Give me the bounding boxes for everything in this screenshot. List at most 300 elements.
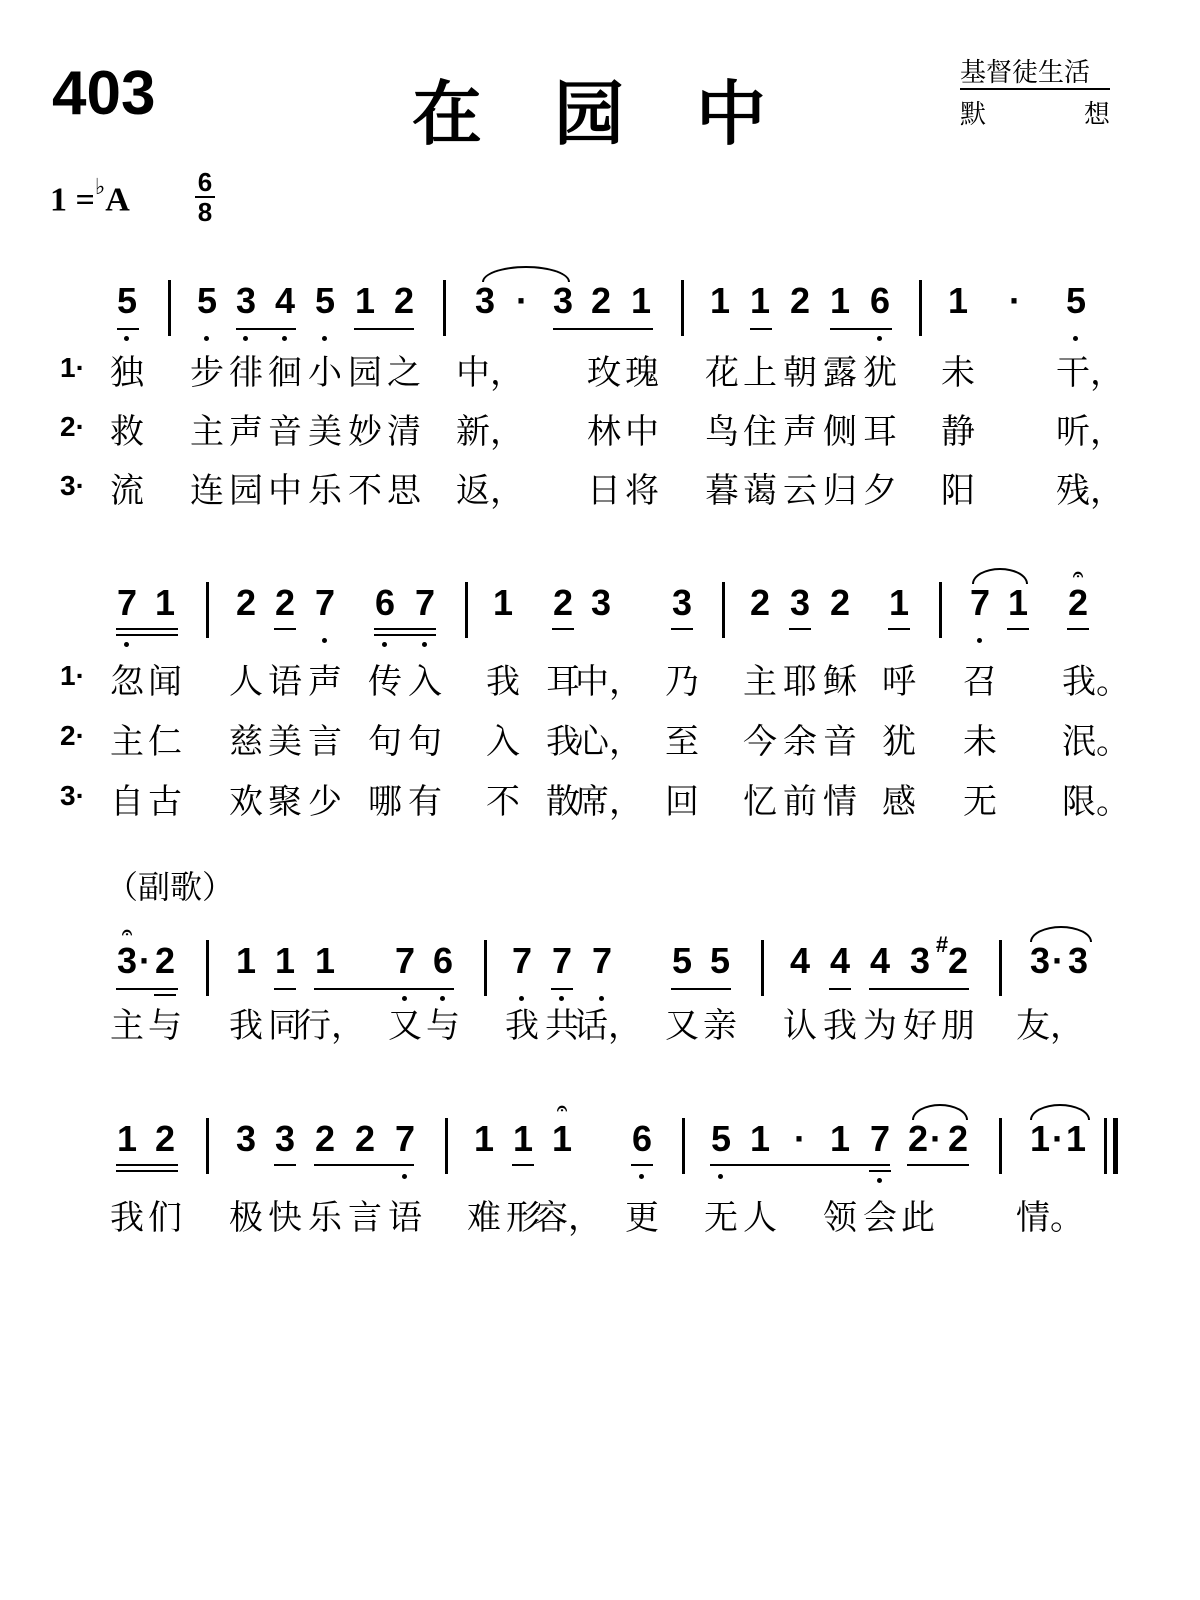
note: 1 — [354, 280, 376, 321]
note: 4 — [869, 940, 891, 981]
note: 2 — [829, 582, 851, 623]
lyric-syllable: 今 — [743, 722, 777, 762]
verse-number: 1· — [60, 352, 85, 383]
barline — [681, 280, 684, 336]
lyric-syllable: 林 — [587, 412, 621, 452]
key-prefix: 1 = — [50, 181, 95, 219]
lyric-syllable: 思 — [387, 471, 421, 511]
lyric-syllable: 仁 — [148, 722, 182, 762]
lyric-syllable: 散 — [546, 782, 580, 822]
lower-octave-dot — [124, 336, 129, 341]
underline — [671, 628, 693, 630]
lyric-syllable: 哪 — [368, 782, 402, 822]
lyric-syllable: 无 — [704, 1198, 738, 1238]
lyric-syllable: 我 — [823, 1006, 857, 1046]
underline — [274, 988, 296, 990]
lyric-syllable: 好 — [903, 1006, 937, 1046]
barline — [206, 1118, 209, 1174]
key-note: A — [105, 181, 130, 219]
note: 2 — [274, 582, 296, 623]
note: 3 — [789, 582, 811, 623]
barline — [722, 582, 725, 638]
lyric-syllable: 小 — [308, 353, 342, 393]
lyric-syllable: 住 — [743, 412, 777, 452]
lower-octave-dot — [382, 642, 387, 647]
lyric-syllable: 云 — [783, 471, 817, 511]
barline — [999, 1118, 1002, 1174]
time-signature — [194, 168, 216, 226]
lower-octave-dot — [422, 642, 427, 647]
note: 5 — [710, 1118, 732, 1159]
lyric-syllable: 未 — [963, 722, 997, 762]
lyric-syllable: 更 — [625, 1198, 659, 1238]
note: 1 — [274, 940, 296, 981]
lyric-syllable: 将 — [625, 471, 659, 511]
underline — [552, 628, 574, 630]
note: 6 — [869, 280, 891, 321]
lyric-syllable: 快 — [268, 1198, 302, 1238]
lyric-syllable: 同 — [268, 1006, 302, 1046]
flat-sign: ♭ — [94, 174, 106, 199]
lyric-syllable: 席， — [575, 782, 643, 822]
note: 7 — [394, 1118, 416, 1159]
note: 7 — [511, 940, 533, 981]
note: 3 — [1067, 940, 1089, 981]
lyric-syllable: 又 — [388, 1006, 422, 1046]
lyric-syllable: 领 — [823, 1198, 857, 1238]
underline — [671, 988, 731, 990]
lyric-syllable: 声 — [783, 412, 817, 452]
lyric-syllable: 主 — [110, 1006, 144, 1046]
note: 7 — [394, 940, 416, 981]
lyric-syllable: 日 — [587, 471, 621, 511]
note: 7 — [969, 582, 991, 623]
verse-number: 2· — [60, 411, 85, 442]
note: 2 — [947, 1118, 969, 1159]
lyric-syllable: 瑰 — [625, 353, 659, 393]
lyric-syllable: 句 — [408, 722, 442, 762]
lyric-syllable: 至 — [665, 722, 699, 762]
dot: · — [139, 940, 151, 981]
underline — [551, 988, 573, 990]
lyric-syllable: 音 — [268, 412, 302, 452]
lyric-syllable: 古 — [148, 782, 182, 822]
lyric-syllable: 徘 — [229, 353, 263, 393]
lyric-syllable: 友， — [1016, 1006, 1084, 1046]
dot: · — [930, 1118, 942, 1159]
note: 1 — [749, 1118, 771, 1159]
lyric-syllable: 步 — [190, 353, 224, 393]
barline — [443, 280, 446, 336]
note: 3 — [116, 940, 138, 981]
note: 1 — [1007, 582, 1029, 623]
lyric-syllable: 忽 — [110, 662, 144, 702]
lyric-syllable: 无 — [963, 782, 997, 822]
dot: · — [516, 280, 528, 321]
lyric-syllable: 极 — [229, 1198, 263, 1238]
note: 1 — [551, 1118, 573, 1159]
hymn-category: 基督徒生活 — [960, 58, 1110, 90]
lyric-syllable: 为 — [863, 1006, 897, 1046]
lyric-syllable: 犹 — [863, 353, 897, 393]
lyric-syllable: 自 — [110, 782, 144, 822]
underline — [830, 328, 892, 330]
barline — [445, 1118, 448, 1174]
note: 3 — [671, 582, 693, 623]
dot: · — [1052, 1118, 1064, 1159]
underline — [512, 1164, 534, 1166]
hymn-topic — [960, 94, 1110, 131]
verse-number: 1· — [60, 660, 85, 691]
note: 1 — [829, 1118, 851, 1159]
lyric-syllable: 与 — [426, 1006, 460, 1046]
lyric-syllable: 与 — [148, 1006, 182, 1046]
lyric-syllable: 入 — [486, 722, 520, 762]
topic-char: 默 — [960, 100, 987, 130]
lyric-syllable: 入 — [408, 662, 442, 702]
lyric-syllable: 少 — [308, 782, 342, 822]
lyric-syllable: 共 — [545, 1006, 579, 1046]
note: 2 — [314, 1118, 336, 1159]
lyric-syllable: 之 — [387, 353, 421, 393]
lyric-syllable: 我 — [486, 662, 520, 702]
barline — [761, 940, 764, 996]
note: 7 — [591, 940, 613, 981]
lower-octave-dot — [322, 336, 327, 341]
lyric-syllable: 中， — [575, 662, 643, 702]
lyric-syllable: 声 — [308, 662, 342, 702]
lyric-syllable: 我 — [546, 722, 580, 762]
lyric-syllable: 聚 — [268, 782, 302, 822]
tie — [912, 1104, 968, 1120]
note: 2 — [749, 582, 771, 623]
system-1-notes — [0, 280, 1200, 350]
barline — [465, 582, 468, 638]
lyric-syllable: 人 — [743, 1198, 777, 1238]
final-barline-thick — [1113, 1118, 1118, 1174]
note: 2 — [907, 1118, 929, 1159]
note: 1 — [235, 940, 257, 981]
lyric-syllable: 限。 — [1062, 782, 1130, 822]
barline — [999, 940, 1002, 996]
key-signature — [50, 174, 130, 219]
lower-octave-dot — [718, 1174, 723, 1179]
note: 2 — [947, 940, 969, 981]
lyric-syllable: 连 — [190, 471, 224, 511]
note: 1 — [1029, 1118, 1051, 1159]
lyric-syllable: 新， — [456, 412, 524, 452]
lower-octave-dot — [639, 1174, 644, 1179]
lyric-syllable: 园 — [229, 471, 263, 511]
barline — [939, 582, 942, 638]
lyric-syllable: 呼 — [882, 662, 916, 702]
lyric-syllable: 徊 — [268, 353, 302, 393]
lyric-syllable: 欢 — [229, 782, 263, 822]
underline — [631, 1164, 653, 1166]
note: 3 — [235, 1118, 257, 1159]
barline — [206, 940, 209, 996]
note: 7 — [869, 1118, 891, 1159]
lyric-syllable: 行， — [297, 1006, 365, 1046]
note: 2 — [154, 1118, 176, 1159]
lyric-syllable: 慈 — [229, 722, 263, 762]
lyric-syllable: 认 — [783, 1006, 817, 1046]
lower-octave-dot — [282, 336, 287, 341]
lyric-syllable: 中， — [456, 353, 524, 393]
note: 7 — [116, 582, 138, 623]
lyric-syllable: 露 — [823, 353, 857, 393]
note: 5 — [116, 280, 138, 321]
note: 1 — [473, 1118, 495, 1159]
underline — [116, 628, 178, 630]
note: 5 — [1065, 280, 1087, 321]
lyric-syllable: 未 — [941, 353, 975, 393]
lyric-syllable: 上 — [743, 353, 777, 393]
lyric-syllable: 语 — [388, 1198, 422, 1238]
note: 1 — [947, 280, 969, 321]
lyric-syllable: 乃 — [665, 662, 699, 702]
lyric-syllable: 静 — [941, 412, 975, 452]
lyric-syllable: 言 — [348, 1198, 382, 1238]
verse-number: 3· — [60, 470, 85, 501]
underline — [750, 328, 772, 330]
note: 2 — [154, 940, 176, 981]
note: 2 — [393, 280, 415, 321]
verse-number: 3· — [60, 780, 85, 811]
underline — [869, 1170, 891, 1172]
lyric-syllable: 亲 — [703, 1006, 737, 1046]
lyric-syllable: 容， — [534, 1198, 602, 1238]
note: 6 — [631, 1118, 653, 1159]
dot: · — [1052, 940, 1064, 981]
lyric-syllable: 不 — [348, 471, 382, 511]
note: 1 — [314, 940, 336, 981]
lyric-syllable: 忆 — [743, 782, 777, 822]
underline — [374, 628, 436, 630]
lyric-syllable: 们 — [148, 1198, 182, 1238]
barline — [682, 1118, 685, 1174]
lower-octave-dot — [877, 336, 882, 341]
lyric-syllable: 稣 — [823, 662, 857, 702]
underline — [116, 988, 178, 990]
lyric-syllable: 玫 — [587, 353, 621, 393]
note: 5 — [196, 280, 218, 321]
lyric-syllable: 形 — [506, 1198, 540, 1238]
barline — [484, 940, 487, 996]
lyric-syllable: 余 — [783, 722, 817, 762]
lyric-syllable: 夕 — [863, 471, 897, 511]
lyric-syllable: 我 — [505, 1006, 539, 1046]
lower-octave-dot — [1073, 336, 1078, 341]
underline — [236, 328, 296, 330]
note: 1 — [154, 582, 176, 623]
lyric-syllable: 此 — [901, 1198, 935, 1238]
note: 1 — [888, 582, 910, 623]
lyric-syllable: 人 — [229, 662, 263, 702]
lyric-syllable: 清 — [387, 412, 421, 452]
underline — [116, 1170, 178, 1172]
underline — [116, 1164, 178, 1166]
underline — [888, 628, 910, 630]
chorus-line-2-notes — [0, 1098, 1200, 1188]
lyric-syllable: 主 — [743, 662, 777, 702]
note: 2 — [590, 280, 612, 321]
note: 1 — [749, 280, 771, 321]
lyric-syllable: 传 — [368, 662, 402, 702]
lower-octave-dot — [204, 336, 209, 341]
lyric-syllable: 中 — [268, 471, 302, 511]
lower-octave-dot — [243, 336, 248, 341]
underline — [117, 328, 139, 330]
underline — [789, 628, 811, 630]
underline — [154, 994, 176, 996]
lyric-syllable: 流 — [110, 471, 144, 511]
lyric-syllable: 花 — [705, 353, 739, 393]
lyric-syllable: 耶 — [783, 662, 817, 702]
lyric-syllable: 园 — [348, 353, 382, 393]
note: 2 — [354, 1118, 376, 1159]
lyric-syllable: 乐 — [308, 471, 342, 511]
barline — [919, 280, 922, 336]
lyric-syllable: 有 — [408, 782, 442, 822]
lyric-syllable: 中 — [625, 412, 659, 452]
lyric-syllable: 朋 — [941, 1006, 975, 1046]
lyric-syllable: 蔼 — [743, 471, 777, 511]
dot: · — [794, 1118, 806, 1159]
lyric-syllable: 前 — [783, 782, 817, 822]
lyric-syllable: 美 — [268, 722, 302, 762]
note: 7 — [551, 940, 573, 981]
lyric-syllable: 归 — [823, 471, 857, 511]
lyric-syllable: 我 — [110, 1198, 144, 1238]
lyric-syllable: 言 — [308, 722, 342, 762]
tie — [1030, 1104, 1090, 1120]
note: 7 — [414, 582, 436, 623]
lyric-syllable: 返， — [456, 471, 524, 511]
lyric-syllable: 独 — [110, 353, 144, 393]
lower-octave-dot — [877, 1178, 882, 1183]
lyric-syllable: 会 — [863, 1198, 897, 1238]
note: 1 — [829, 280, 851, 321]
sharp-sign: # — [935, 932, 949, 957]
note: 1 — [630, 280, 652, 321]
lyric-syllable: 不 — [486, 782, 520, 822]
lyric-syllable: 美 — [308, 412, 342, 452]
lyric-syllable: 救 — [110, 412, 144, 452]
note: 5 — [709, 940, 731, 981]
note: 7 — [314, 582, 336, 623]
lyric-syllable: 耳 — [546, 662, 580, 702]
time-sig-bottom: 8 — [197, 197, 213, 227]
underline — [314, 1164, 414, 1166]
dot: · — [1009, 280, 1021, 321]
lyric-syllable: 声 — [229, 412, 263, 452]
fermata-icon: 𝄐 — [1072, 564, 1084, 585]
tie — [972, 568, 1028, 584]
time-sig-top: 6 — [197, 167, 213, 197]
lyric-syllable: 残， — [1056, 471, 1124, 511]
barline — [168, 280, 171, 336]
note: 1 — [116, 1118, 138, 1159]
lyric-syllable: 我 — [229, 1006, 263, 1046]
hymn-number: 403 — [52, 59, 156, 128]
lyric-syllable: 干， — [1056, 353, 1124, 393]
lyric-syllable: 语 — [268, 662, 302, 702]
lower-octave-dot — [402, 1174, 407, 1179]
lyric-syllable: 我。 — [1062, 662, 1130, 702]
lower-octave-dot — [322, 638, 327, 643]
lower-octave-dot — [977, 638, 982, 643]
note: 2 — [789, 280, 811, 321]
lyric-syllable: 听， — [1056, 412, 1124, 452]
lyric-syllable: 泯。 — [1062, 722, 1130, 762]
underline — [907, 1164, 969, 1166]
lyric-syllable: 闻 — [148, 662, 182, 702]
chorus-label: （副歌） — [106, 868, 235, 906]
note: 4 — [829, 940, 851, 981]
lyric-syllable: 鸟 — [705, 412, 739, 452]
lyric-syllable: 主 — [110, 722, 144, 762]
tie — [1030, 926, 1092, 942]
verse-number: 2· — [60, 720, 85, 751]
underline — [274, 628, 296, 630]
lyric-syllable: 妙 — [348, 412, 382, 452]
lyric-syllable: 话， — [574, 1006, 642, 1046]
lyric-syllable: 犹 — [882, 722, 916, 762]
underline — [869, 988, 969, 990]
note: 6 — [374, 582, 396, 623]
lyric-syllable: 侧 — [823, 412, 857, 452]
underline — [116, 634, 178, 636]
lyric-syllable: 情。 — [1016, 1198, 1084, 1238]
lyric-syllable: 音 — [823, 722, 857, 762]
note: 1 — [709, 280, 731, 321]
lyric-syllable: 又 — [665, 1006, 699, 1046]
note: 3 — [274, 1118, 296, 1159]
song-title: 在园中 — [412, 73, 838, 155]
note: 4 — [274, 280, 296, 321]
note: 2 — [235, 582, 257, 623]
note: 6 — [432, 940, 454, 981]
underline — [274, 1164, 296, 1166]
note: 5 — [314, 280, 336, 321]
note: 3 — [909, 940, 931, 981]
lower-octave-dot — [124, 642, 129, 647]
note: 3 — [1029, 940, 1051, 981]
note: 5 — [671, 940, 693, 981]
system-2-notes — [0, 564, 1200, 652]
underline — [829, 988, 851, 990]
lyric-syllable: 暮 — [705, 471, 739, 511]
lyric-syllable: 朝 — [783, 353, 817, 393]
lyric-syllable: 感 — [882, 782, 916, 822]
underline — [1007, 628, 1029, 630]
fermata-icon: 𝄐 — [556, 1098, 568, 1119]
note: 2 — [552, 582, 574, 623]
barline — [206, 582, 209, 638]
lyric-syllable: 阳 — [941, 471, 975, 511]
lyric-syllable: 难 — [467, 1198, 501, 1238]
underline — [314, 988, 454, 990]
lyric-syllable: 情 — [823, 782, 857, 822]
note: 1 — [492, 582, 514, 623]
underline — [710, 1164, 890, 1166]
lyric-syllable: 乐 — [308, 1198, 342, 1238]
note: 3 — [552, 280, 574, 321]
lyric-syllable: 心， — [575, 722, 643, 762]
underline — [553, 328, 653, 330]
underline — [374, 634, 436, 636]
